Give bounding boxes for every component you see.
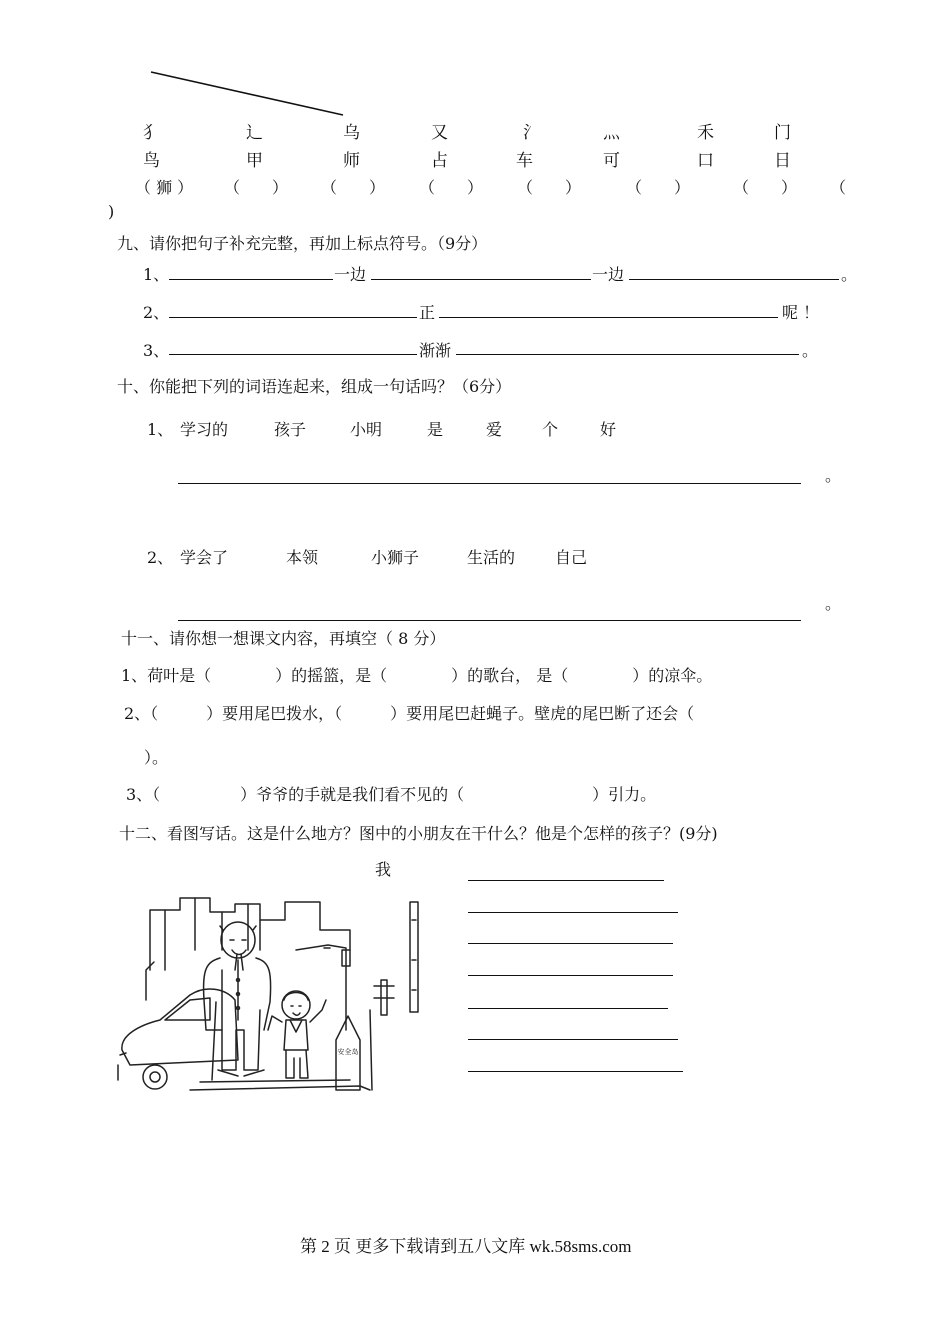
q9-blank[interactable] [371, 279, 591, 280]
part-item: 鸟 [143, 151, 160, 171]
q10-item-number: 2、 [147, 548, 174, 567]
q10-word: 个 [542, 420, 559, 439]
q9-connector: 一边 [334, 265, 367, 284]
q11-line-3: 3、（ ）爷爷的手就是我们看不见的（ ）引力。 [126, 785, 657, 804]
q10-answer-line[interactable] [178, 483, 801, 484]
q10-word: 生活的 [467, 548, 516, 567]
q10-word: 爱 [486, 420, 503, 439]
q9-blank[interactable] [169, 279, 333, 280]
q11-line-2-end: ）。 [144, 748, 169, 767]
q9-punct: 呢 ！ [782, 303, 820, 322]
radical-item: 又 [431, 123, 448, 143]
part-item: 占 [431, 151, 448, 171]
answer-blank[interactable]: （ 狮 ） [135, 178, 194, 197]
q10-word: 学习的 [180, 420, 229, 439]
q9-connector: 渐渐 [419, 341, 452, 360]
q10-title: 十、你能把下列的词语连起来，组成一句话吗？（6分） [117, 377, 512, 396]
answer-blank[interactable]: （ ） [733, 178, 798, 197]
q9-blank[interactable] [169, 354, 417, 355]
radical-item: 犭 [143, 123, 160, 143]
q12-title: 十二、看图写话。这是什么地方？图中的小朋友在干什么？他是个怎样的孩子？(9分) [119, 824, 718, 843]
writing-line[interactable] [468, 1071, 683, 1072]
answer-blank[interactable]: （ ） [419, 178, 484, 197]
q12-start-word: 我 [375, 860, 392, 879]
q11-title: 十一、请你想一想课文内容，再填空（ 8 分） [121, 629, 446, 648]
part-item: 车 [516, 151, 533, 171]
writing-line[interactable] [468, 912, 678, 913]
q10-answer-line[interactable] [178, 620, 801, 621]
q10-punct: 。 [825, 466, 842, 485]
q9-title: 九、请你把句子补充完整，再加上标点符号。（9分） [117, 234, 488, 253]
q9-connector: 一边 [592, 265, 625, 284]
q9-item-number: 3、 [143, 341, 170, 360]
radical-item: 门 [774, 123, 791, 143]
crosswalk-illustration [110, 890, 430, 1100]
answer-blank[interactable]: （ [830, 178, 847, 197]
q9-punct: 。 [841, 265, 858, 284]
part-item: 师 [343, 151, 360, 171]
answer-trailing-paren: ) [108, 202, 115, 221]
q9-blank[interactable] [629, 279, 839, 280]
q11-line-2: 2、（ ）要用尾巴拨水，（ ）要用尾巴赶蝇子。壁虎的尾巴断了还会（ [124, 704, 695, 723]
writing-line[interactable] [468, 880, 664, 881]
answer-blank[interactable]: （ ） [517, 178, 582, 197]
q9-connector: 正 [419, 303, 436, 322]
part-item: 日 [774, 151, 791, 171]
answer-blank[interactable]: （ ） [626, 178, 691, 197]
q9-item-number: 2、 [143, 303, 170, 322]
q9-blank[interactable] [456, 354, 799, 355]
matching-connector-line [0, 0, 950, 130]
q9-blank[interactable] [439, 317, 778, 318]
radical-item: 辶 [246, 123, 263, 143]
radical-item: 乌 [343, 123, 360, 143]
radical-item: 氵 [523, 123, 540, 143]
writing-line[interactable] [468, 975, 673, 976]
part-item: 可 [603, 151, 620, 171]
q9-blank[interactable] [169, 317, 417, 318]
writing-line[interactable] [468, 1008, 668, 1009]
q10-word: 本领 [286, 548, 319, 567]
q9-item-number: 1、 [143, 265, 170, 284]
q9-punct: 。 [802, 341, 819, 360]
q10-word: 小明 [350, 420, 383, 439]
part-item: 口 [697, 151, 714, 171]
q10-word: 好 [600, 420, 617, 439]
q10-item-number: 1、 [147, 420, 174, 439]
writing-line[interactable] [468, 1039, 678, 1040]
page-footer: 第 2 页 更多下载请到五八文库 wk.58sms.com [300, 1237, 632, 1256]
q10-word: 学会了 [180, 548, 229, 567]
q11-line-1: 1、荷叶是（ ）的摇篮，是（ ）的歌台， 是（ ）的凉伞。 [121, 666, 713, 685]
answer-blank[interactable]: （ ） [321, 178, 386, 197]
q10-word: 孩子 [274, 420, 307, 439]
part-item: 甲 [246, 151, 263, 171]
radical-item: 灬 [603, 123, 620, 143]
q10-word: 是 [427, 420, 444, 439]
sign-text: 安全岛 [337, 1048, 359, 1056]
answer-blank[interactable]: （ ） [224, 178, 289, 197]
writing-line[interactable] [468, 943, 673, 944]
q10-word: 小狮子 [371, 548, 420, 567]
radical-item: 禾 [697, 123, 714, 143]
q10-word: 自己 [555, 548, 588, 567]
q10-punct: 。 [825, 594, 842, 613]
